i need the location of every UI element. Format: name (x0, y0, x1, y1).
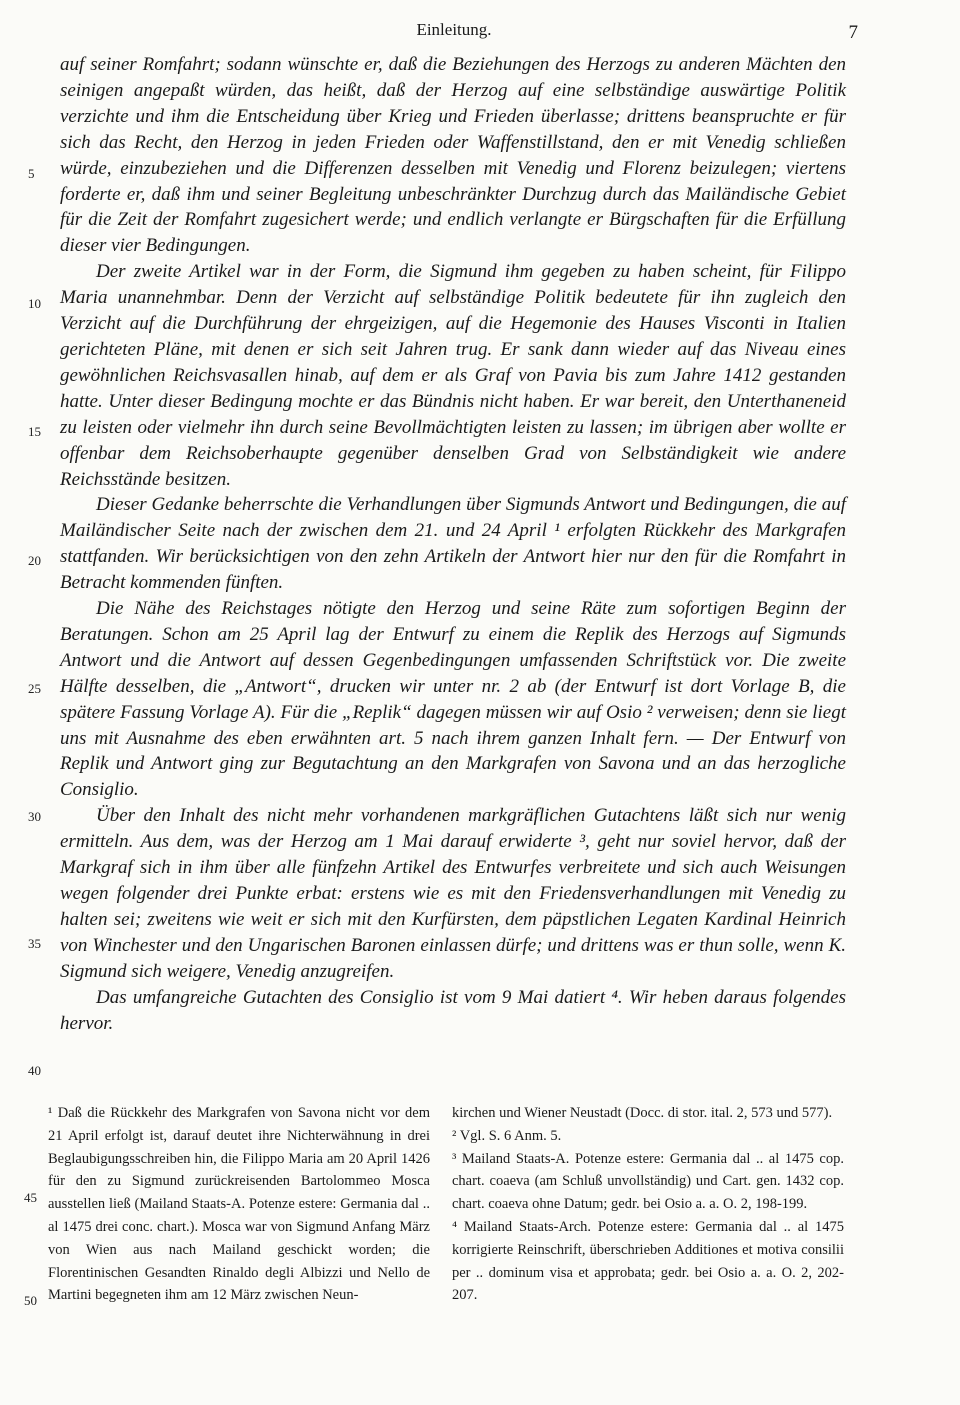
paragraph: Dieser Gedanke beherrschte die Verhandlungen über Sigmunds Antwort und Bedingungen, die auf Mailändischer Seite nach der zwischen dem 21. und 24 April ¹ erfolgten Rückkehr des Markgrafen stattfanden. Wir berücksichtigen von den zehn Artikeln der Antwort hier nur den für die Romfahrt in Betracht kommenden fünften. (60, 494, 846, 594)
paragraph: Über den Inhalt des nicht mehr vorhandenen markgräflichen Gutachtens läßt sich nur wenig ermitteln. Aus dem, was der Herzog am 1 Mai darauf erwiderte ³, geht nur soviel hervor, daß der Markgraf sich in ihm über alle fünfzehn Artikel des Entwurfes verbreitete und sich auch Weisungen wegen folgender drei Punkte erbat: erstens wie es mit den Friedensverhandlungen mit Venedig zu halten sei; zweitens wie weit er sich mit den Kurfürsten, dem päpstlichen Legaten Kardinal Heinrich von Winchester und den Ungarischen Baronen einlassen dürfe; und drittens was er thun solle, wenn K. Sigmund sich weigere, Venedig anzugreifen. (60, 805, 846, 982)
line-number-25: 25 (28, 681, 41, 696)
line-number-50: 50 (24, 1293, 37, 1308)
paragraph: Die Nähe des Reichstages nötigte den Herzog und seine Räte zum sofortigen Beginn der Beratungen. Schon am 25 April lag der Entwurf zu einem die Replik des Herzogs auf Sigmunds Antwort und die Antwort auf dessen Gegenbedingungen umfassenden Schriftstück vor. Die zweite Hälfte desselben, die „Antwort“, drucken wir unter nr. 2 ab (der Entwurf ist dort Vorlage B, die spätere Fassung Vorlage A). Für die „Replik“ dagegen müssen wir auf Osio ² verweisen; denn sie liegt uns mit Ausnahme des eben erwähnten art. 5 nach ihrem ganzen Inhalt fern. — Der Entwurf von Replik und Antwort ging zur Begutachtung an den Markgrafen von Savona und an das herzogliche Consiglio. (60, 598, 846, 801)
paragraph: Der zweite Artikel war in der Form, die Sigmund ihm gegeben zu haben scheint, für Filippo Maria unannehmbar. Denn der Verzicht auf selbständige Politik bedeutete für ihn zugleich den Verzicht auf die Durchführung der ehrgeizigen, auf die Hegemonie des Hauses Visconti in Italien gerichteten Pläne, mit denen er sich seit Jahren trug. Er sank dann wieder auf das Niveau eines gewöhnlichen Reichsvasallen hinab, auf dem er als Graf von Pavia bis zum Jahre 1412 gestanden hatte. Unter dieser Bedingung mochte er das Bündnis nicht haben. Er war bereit, den Unterthaneneid zu leisten oder vielmehr ihn durch seine Bevollmächtigten leisten zu lassen; im übrigen aber wollte er offenbar dem Reichsoberhaupte gegenüber denselben Grad von Selbständigkeit wie andere Reichsstände besitzen. (60, 261, 846, 490)
main-text (60, 52, 846, 1036)
line-number-10: 10 (28, 296, 41, 311)
header-title: Einleitung. (416, 20, 492, 39)
line-number-15: 15 (28, 424, 41, 439)
line-number-30: 30 (28, 809, 41, 824)
footnote-1: ¹ Daß die Rückkehr des Markgrafen von Savona nicht vor dem 21 April erfolgt ist, darauf deutet ihre Nichterwähnung in drei Beglaubigungsschreiben hin, die Filippo Maria am 20 April 1426 für den zu Sigmund zurückreisenden Bartolommeo Mosca ausstellen ließ (Mailand Staats-A. Potenze estere: Germania dal .. al 1475 drei conc. chart.). Mosca war von Sigmund Anfang März von Wien aus nach Mailand geschickt worden; die Florentinischen Gesandten Rinaldo degli Albizzi und Nello de Martini begegneten ihm am 12 März zwischen Neun- (48, 1105, 430, 1304)
footnote-3: ³ Mailand Staats-A. Potenze estere: Germania dal .. al 1475 cop. chart. coaeva (am Schluß unvollständig) und Cart. gen. 1432 cop. chart. coaeva ohne Datum; gedr. bei Osio a. a. O. 2, 198-199. (452, 1150, 844, 1213)
line-number-5: 5 (28, 166, 35, 181)
footnote-1-continued: kirchen und Wiener Neustadt (Docc. di stor. ital. 2, 573 und 577). (452, 1105, 833, 1121)
paragraph: Das umfangreiche Gutachten des Consiglio ist vom 9 Mai datiert ⁴. Wir heben daraus folgendes hervor. (60, 986, 846, 1034)
page-number: 7 (848, 22, 858, 43)
footnotes-right-column (452, 1102, 844, 1307)
line-number-20: 20 (28, 553, 41, 568)
paragraph: auf seiner Romfahrt; sodann wünschte er, daß die Beziehungen des Herzogs zu anderen Mächten den seinigen angepaßt würden, das heißt, daß der Herzog auf eine selbständige auswärtige Politik verzichte und ihm die Entscheidung über Krieg und Frieden überlasse; drittens beanspruchte er für sich das Recht, den Herzog in jeden Frieden oder Waffenstillstand, den er mit Venedig schließen würde, einzubeziehen und die Differenzen desselben mit Venedig und Florenz beizulegen; viertens forderte er, daß ihm und seiner Begleitung unbeschränkter Durchzug durch das Mailändische Gebiet für die Zeit der Romfahrt zugesichert werde; und endlich verlangte er Bürgschaften für die Erfüllung dieser vier Bedingungen. (60, 54, 846, 257)
footnote-4: ⁴ Mailand Staats-Arch. Potenze estere: Germania dal .. al 1475 korrigierte Reinschrift, überschrieben Additiones et motiva consilii per .. dominum visa et approbata; gedr. bei Osio a. a. O. 2, 202-207. (452, 1218, 844, 1304)
line-number-35: 35 (28, 936, 41, 951)
line-number-45: 45 (24, 1190, 37, 1205)
footnotes-left-column (48, 1102, 430, 1307)
running-header (60, 20, 858, 44)
footnote-2: ² Vgl. S. 6 Anm. 5. (452, 1127, 562, 1144)
line-number-40: 40 (28, 1063, 41, 1078)
